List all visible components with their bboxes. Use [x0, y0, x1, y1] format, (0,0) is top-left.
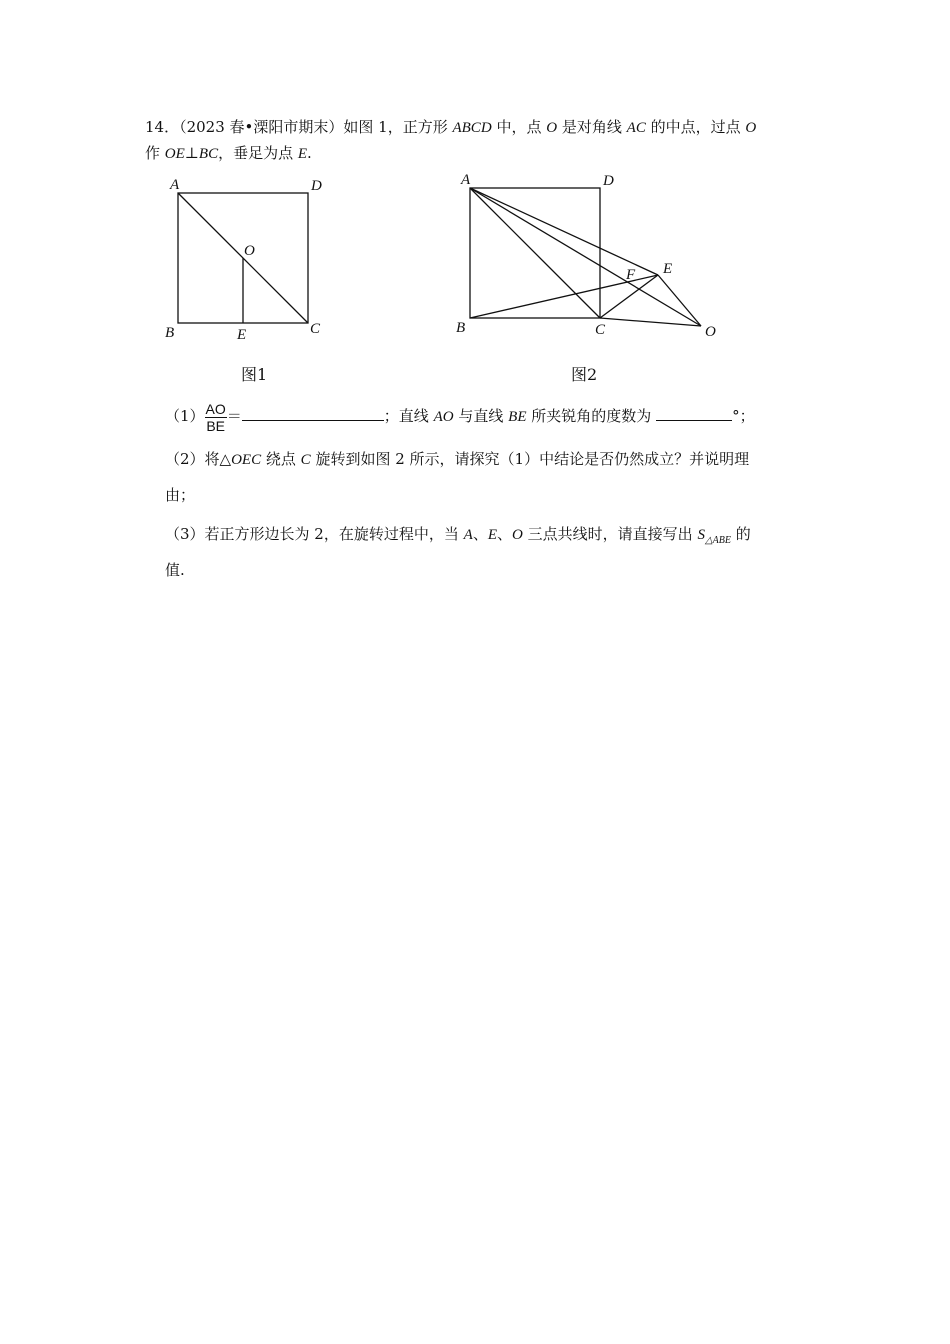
problem-text: 中，点: [496, 118, 542, 136]
question-text: 绕点: [265, 450, 296, 468]
perp-symbol: ⊥: [184, 144, 199, 162]
question-text: 三点共线时，请直接写出: [527, 525, 693, 543]
segment-eo: [658, 275, 701, 326]
label-d: D: [311, 178, 322, 194]
problem-text: ，垂足为点: [218, 144, 294, 162]
figure-2: [450, 168, 730, 348]
label-e: E: [663, 261, 673, 277]
question-text: 的: [735, 525, 751, 543]
question-1: [165, 399, 755, 434]
figure-1: [160, 170, 340, 345]
answer-blank-angle[interactable]: [656, 406, 732, 421]
question-number: （1）: [165, 407, 205, 425]
math-o: O: [512, 527, 523, 543]
question-text: 旋转到如图 2 所示，请探究（1）中结论是否仍然成立？并说明理: [315, 450, 750, 468]
label-c: C: [310, 321, 321, 337]
question-text: （3）若正方形边长为 2，在旋转过程中，当: [165, 525, 459, 543]
figure-2-caption: 图2: [571, 365, 598, 384]
label-b: B: [456, 320, 466, 336]
label-e: E: [237, 327, 247, 343]
label-a: A: [170, 177, 180, 193]
question-3-line-1: [165, 524, 751, 551]
math-o: O: [546, 120, 558, 136]
figure-1-caption: 图1: [241, 365, 268, 384]
math-a: A: [463, 527, 473, 543]
problem-source: （2023 春•溧阳市期末）: [179, 118, 344, 136]
problem-text: .: [307, 144, 312, 162]
equals-sign: ＝: [226, 407, 242, 425]
question-text: 与直线: [458, 407, 504, 425]
fraction-ao-be: [205, 401, 227, 434]
problem-line-1: [145, 117, 756, 138]
problem-number: 14．: [145, 118, 180, 136]
math-e: E: [487, 527, 497, 543]
math-be: BE: [508, 409, 527, 425]
question-3-line-2: [165, 560, 185, 580]
question-text: （2）将△: [165, 450, 232, 468]
problem-text: 是对角线: [561, 118, 622, 136]
label-d: D: [603, 173, 614, 189]
math-ao: AO: [433, 409, 454, 425]
math-oe: OE: [164, 146, 185, 162]
label-c: C: [595, 322, 606, 338]
math-oec: OEC: [231, 452, 262, 468]
question-text: 由；: [165, 486, 196, 504]
fraction-denominator: BE: [206, 417, 225, 434]
math-subscript-abe: △ABE: [704, 535, 731, 546]
problem-text: 作: [145, 144, 161, 162]
segment-co: [600, 318, 701, 326]
segment-ae: [470, 188, 658, 275]
separator: 、: [472, 525, 488, 543]
math-bc: BC: [198, 146, 219, 162]
label-f: F: [626, 267, 636, 283]
problem-text: 的中点，过点: [650, 118, 741, 136]
label-a: A: [461, 172, 471, 188]
answer-blank-ratio[interactable]: [242, 406, 384, 421]
label-o: O: [705, 324, 716, 340]
problem-text: 如图 1，正方形: [343, 118, 448, 136]
math-s: S: [697, 527, 705, 543]
problem-line-2: [145, 143, 312, 164]
math-c: C: [300, 452, 311, 468]
separator: 、: [497, 525, 513, 543]
question-text: 所夹锐角的度数为: [531, 407, 652, 425]
segment-ac: [470, 188, 600, 318]
fraction-numerator: AO: [205, 400, 226, 417]
math-o: O: [745, 120, 757, 136]
segment-ao: [470, 188, 701, 326]
question-text: °；: [732, 407, 755, 425]
question-2-line-1: [165, 449, 749, 470]
label-b: B: [165, 325, 175, 341]
label-o: O: [244, 243, 255, 259]
math-abcd: ABCD: [452, 120, 492, 136]
question-text: ；直线: [383, 407, 429, 425]
math-ac: AC: [626, 120, 646, 136]
math-e: E: [297, 146, 308, 162]
question-2-line-2: [165, 485, 195, 505]
question-text: 值.: [165, 561, 185, 579]
